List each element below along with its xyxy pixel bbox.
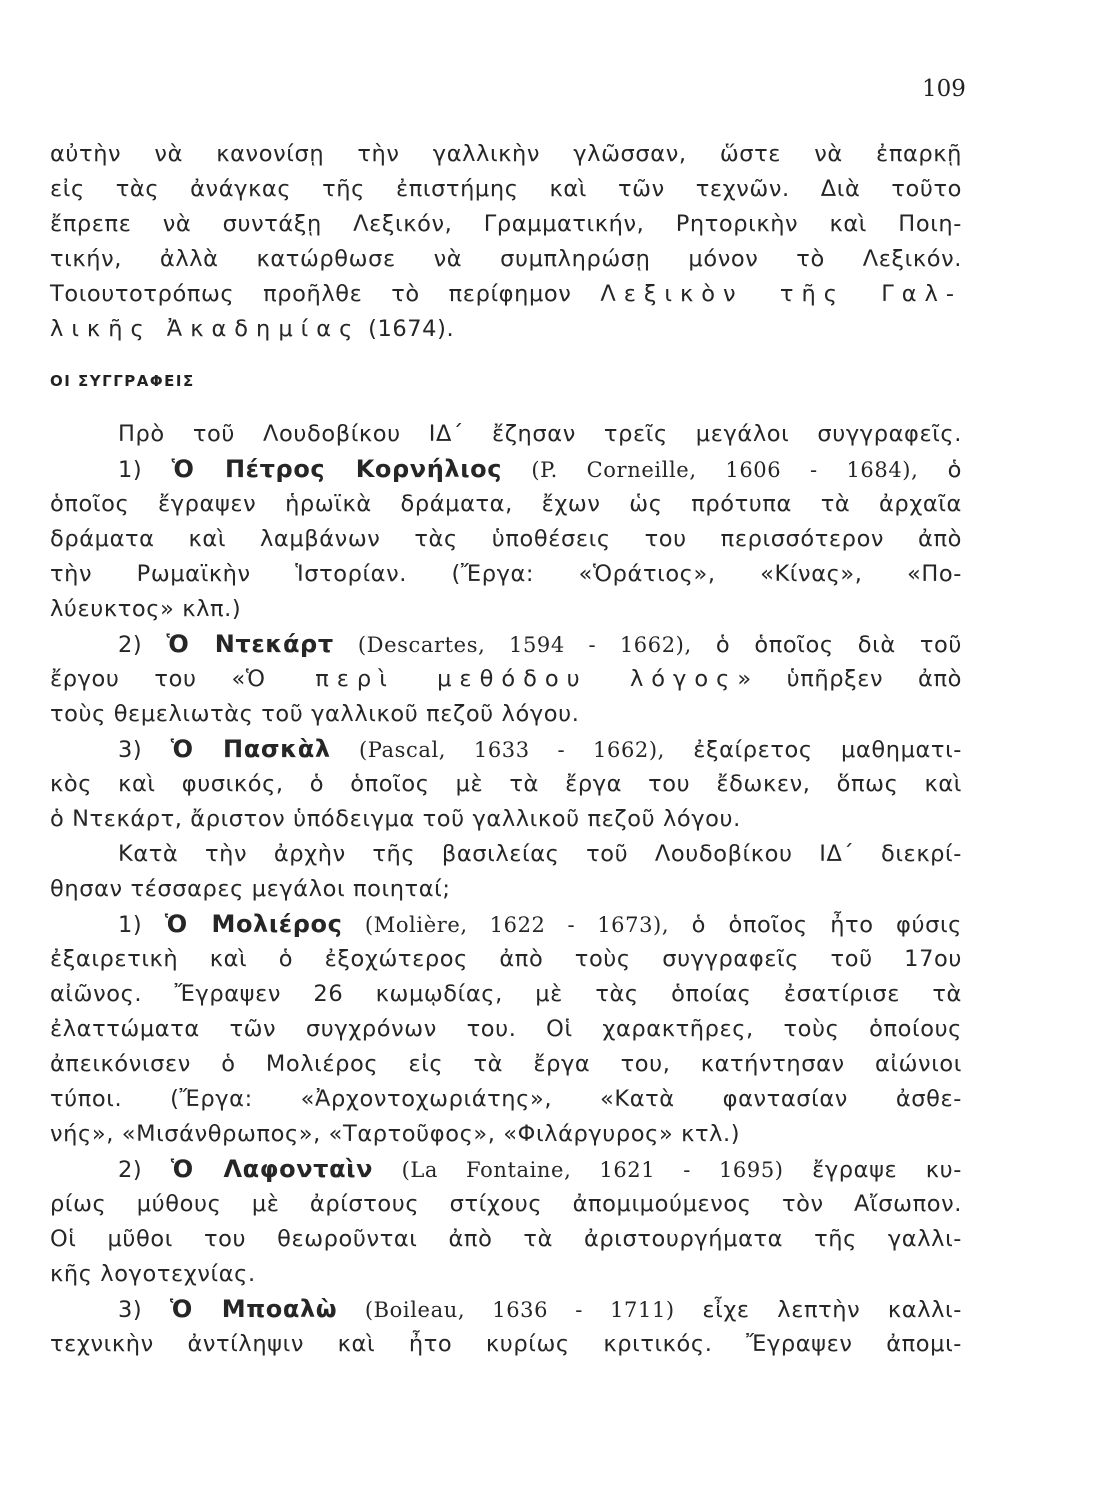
entry-number: 2) <box>118 1157 171 1183</box>
text-line: ὁποῖος ἔγραψεν ἡρωϊκὰ δράματα, ἔχων ὡς πρότυπα τὰ ἀρχαῖα <box>50 491 962 517</box>
entry-number: 2) <box>118 632 167 658</box>
text-fragment: ὁ ὁποῖος ἦτο φύσις <box>669 912 962 938</box>
entry-number: 3) <box>118 737 171 763</box>
text-fragment: Τοιουτοτρόπως προῆλθε τὸ περίφημον <box>50 281 572 307</box>
text-line <box>50 312 962 347</box>
text-line: τεχνικὴν ἀντίληψιν καὶ ἦτο κυρίως κριτικός. Ἔγραψεν ἀπομι- <box>50 1331 962 1357</box>
text-line: τύποι. (Ἔργα: «Ἀρχοντοχωριάτης», «Κατὰ φαντασίαν ἀσθε- <box>50 1086 962 1112</box>
text-fragment: ὁ ὁποῖος διὰ τοῦ <box>691 632 963 658</box>
text-fragment: ἔγραψε κυ- <box>783 1157 962 1183</box>
text-line: ἐλαττώματα τῶν συγχρόνων του. Οἱ χαρακτῆρες, τοὺς ὁποίους <box>50 1016 962 1042</box>
emphasized-title: Ὁ περὶ μεθόδου λόγος <box>245 666 738 692</box>
text-fragment: εἶχε λεπτὴν καλλι- <box>674 1297 962 1323</box>
entry-heading-line <box>50 452 962 487</box>
author-name: Ὁ Ντεκάρτ <box>166 630 334 658</box>
entry-heading-line <box>50 732 962 767</box>
text-line: θησαν τέσσαρες μεγάλοι ποιηταί; <box>50 876 451 902</box>
text-fragment: ἔργου του « <box>50 666 246 692</box>
section-heading: ΟΙ ΣΥΓΓΡΑΦΕΙΣ <box>50 372 195 390</box>
section-body <box>50 417 962 1362</box>
entry-number: 1) <box>118 457 172 483</box>
text-fragment: ὁ <box>918 457 962 483</box>
text-line: τικήν, ἀλλὰ κατώρθωσε νὰ συμπληρώσῃ μόνον τὸ Λεξικόν. <box>50 246 962 272</box>
entry-heading-line <box>50 907 962 942</box>
author-name: Ὁ Πέτρος Κορνήλιος <box>171 455 503 483</box>
author-latin-dates: (Descartes, 1594 - 1662), <box>357 633 692 657</box>
intro-paragraph <box>50 137 962 347</box>
text-line: Οἱ μῦθοι του θεωροῦνται ἀπὸ τὰ ἀριστουργήματα τῆς γαλλι- <box>50 1226 962 1252</box>
text-line: δράματα καὶ λαμβάνων τὰς ὑποθέσεις του περισσότερον ἀπὸ <box>50 526 962 552</box>
entry-number: 1) <box>118 912 165 938</box>
entry-number: 3) <box>118 1297 170 1323</box>
author-name: Ὁ Πασκὰλ <box>170 735 331 763</box>
author-name: Ὁ Μολιέρος <box>164 910 343 938</box>
author-latin-dates: (P. Corneille, 1606 - 1684), <box>531 458 919 482</box>
text-line: λύευκτος» κλπ.) <box>50 596 242 622</box>
text-fragment: ἐξαίρετος μαθηματι- <box>664 737 962 763</box>
emphasized-title: λικῆς Ἀκαδημίας <box>50 316 361 342</box>
entry-heading-line <box>50 1152 962 1187</box>
author-latin-dates: (Molière, 1622 - 1673), <box>364 913 670 937</box>
text-line: εἰς τὰς ἀνάγκας τῆς ἐπιστήμης καὶ τῶν τεχνῶν. Διὰ τοῦτο <box>50 176 962 202</box>
text-line: νής», «Μισάνθρωπος», «Ταρτοῦφος», «Φιλάργυρος» κτλ.) <box>50 1121 741 1147</box>
entry-heading-line <box>50 627 962 662</box>
text-fragment: » ὑπῆρξεν ἀπὸ <box>737 666 963 692</box>
text-line: ἀπεικόνισεν ὁ Μολιέρος εἰς τὰ ἔργα του, κατήντησαν αἰώνιοι <box>50 1051 962 1077</box>
author-latin-dates: (Pascal, 1633 - 1662), <box>358 738 665 762</box>
text-fragment: (1674). <box>368 316 455 342</box>
text-line: ὁ Ντεκάρτ, ἄριστον ὑπόδειγμα τοῦ γαλλικοῦ πεζοῦ λόγου. <box>50 806 741 832</box>
text-line: Κατὰ τὴν ἀρχὴν τῆς βασιλείας τοῦ Λουδοβίκου ΙΔ΄ διεκρί- <box>118 841 962 867</box>
text-line: κὸς καὶ φυσικός, ὁ ὁποῖος μὲ τὰ ἔργα του ἔδωκεν, ὅπως καὶ <box>50 771 962 797</box>
text-line <box>50 662 962 697</box>
text-line: τὴν Ρωμαϊκὴν Ἱστορίαν. (Ἔργα: «Ὁράτιος», «Κίνας», «Πο- <box>50 561 962 587</box>
author-latin-dates: (Boileau, 1636 - 1711) <box>364 1298 675 1322</box>
author-name: Ὁ Λαφονταὶν <box>170 1155 374 1183</box>
text-line: ἐξαιρετικὴ καὶ ὁ ἐξοχώτερος ἀπὸ τοὺς συγγραφεῖς τοῦ 17ου <box>50 946 962 972</box>
entry-heading-line <box>50 1292 962 1327</box>
text-line: τοὺς θεμελιωτὰς τοῦ γαλλικοῦ πεζοῦ λόγου. <box>50 701 580 727</box>
text-line: ρίως μύθους μὲ ἀρίστους στίχους ἀπομιμούμενος τὸν Αἴσωπον. <box>50 1191 962 1217</box>
author-name: Ὁ Μποαλὼ <box>169 1295 338 1323</box>
author-latin-dates: (La Fontaine, 1621 - 1695) <box>401 1158 784 1182</box>
text-line: κῆς λογοτεχνίας. <box>50 1261 256 1287</box>
text-line: αἰῶνος. Ἔγραψεν 26 κωμῳδίας, μὲ τὰς ὁποίας ἐσατίρισε τὰ <box>50 981 962 1007</box>
text-line: αὐτὴν νὰ κανονίσῃ τὴν γαλλικὴν γλῶσσαν, ὥστε νὰ ἐπαρκῇ <box>50 141 962 167</box>
page-number: 109 <box>922 76 966 102</box>
emphasized-title: Λεξικὸν τῆς Γαλ- <box>600 281 962 307</box>
text-line: ἔπρεπε νὰ συντάξῃ Λεξικόν, Γραμματικήν, Ρητορικὴν καὶ Ποιη- <box>50 211 962 237</box>
text-line <box>50 277 962 312</box>
text-line: Πρὸ τοῦ Λουδοβίκου ΙΔ΄ ἔζησαν τρεῖς μεγάλοι συγγραφεῖς. <box>118 421 962 447</box>
